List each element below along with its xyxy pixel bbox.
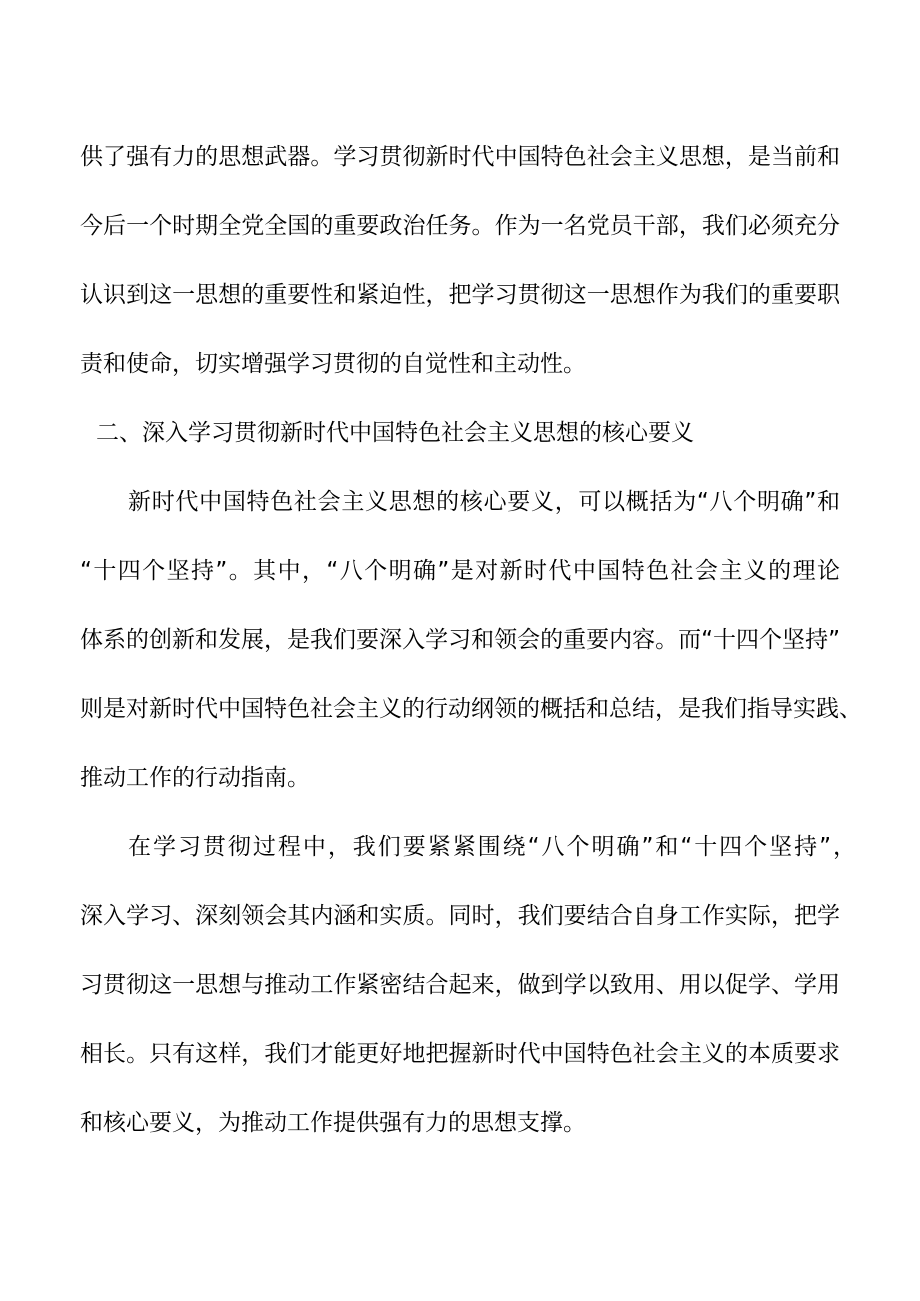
paragraph-2-line-4: 则是对新时代中国特色社会主义的行动纲领的概括和总结，是我们指导实践、 [80,696,862,722]
section-heading: 二、深入学习贯彻新时代中国特色社会主义思想的核心要义 [96,420,694,446]
paragraph-3-line-2: 深入学习、深刻领会其内涵和实质。同时，我们要结合自身工作实际，把学 [80,903,840,929]
paragraph-3-line-1: 在学习贯彻过程中，我们要紧紧围绕“八个明确”和“十四个坚持”， [128,834,856,860]
paragraph-2-line-5: 推动工作的行动指南。 [80,765,310,791]
paragraph-1-line-3: 认识到这一思想的重要性和紧迫性，把学习贯彻这一思想作为我们的重要职 [80,282,840,308]
paragraph-1-line-4: 责和使命，切实增强学习贯彻的自觉性和主动性。 [80,351,586,377]
paragraph-2-line-2: “十四个坚持”。其中，“八个明确”是对新时代中国特色社会主义的理论 [80,558,840,584]
paragraph-1-line-2: 今后一个时期全党全国的重要政治任务。作为一名党员干部，我们必须充分 [80,213,840,239]
paragraph-1-line-1: 供了强有力的思想武器。学习贯彻新时代中国特色社会主义思想，是当前和 [80,144,840,170]
paragraph-3-line-4: 相长。只有这样，我们才能更好地把握新时代中国特色社会主义的本质要求 [80,1041,840,1067]
paragraph-3-line-5: 和核心要义，为推动工作提供强有力的思想支撑。 [80,1110,586,1136]
paragraph-2-line-3: 体系的创新和发展，是我们要深入学习和领会的重要内容。而“十四个坚持” [80,627,840,653]
paragraph-3-line-3: 习贯彻这一思想与推动工作紧密结合起来，做到学以致用、用以促学、学用 [80,972,840,998]
paragraph-2-line-1: 新时代中国特色社会主义思想的核心要义，可以概括为“八个明确”和 [128,489,840,515]
